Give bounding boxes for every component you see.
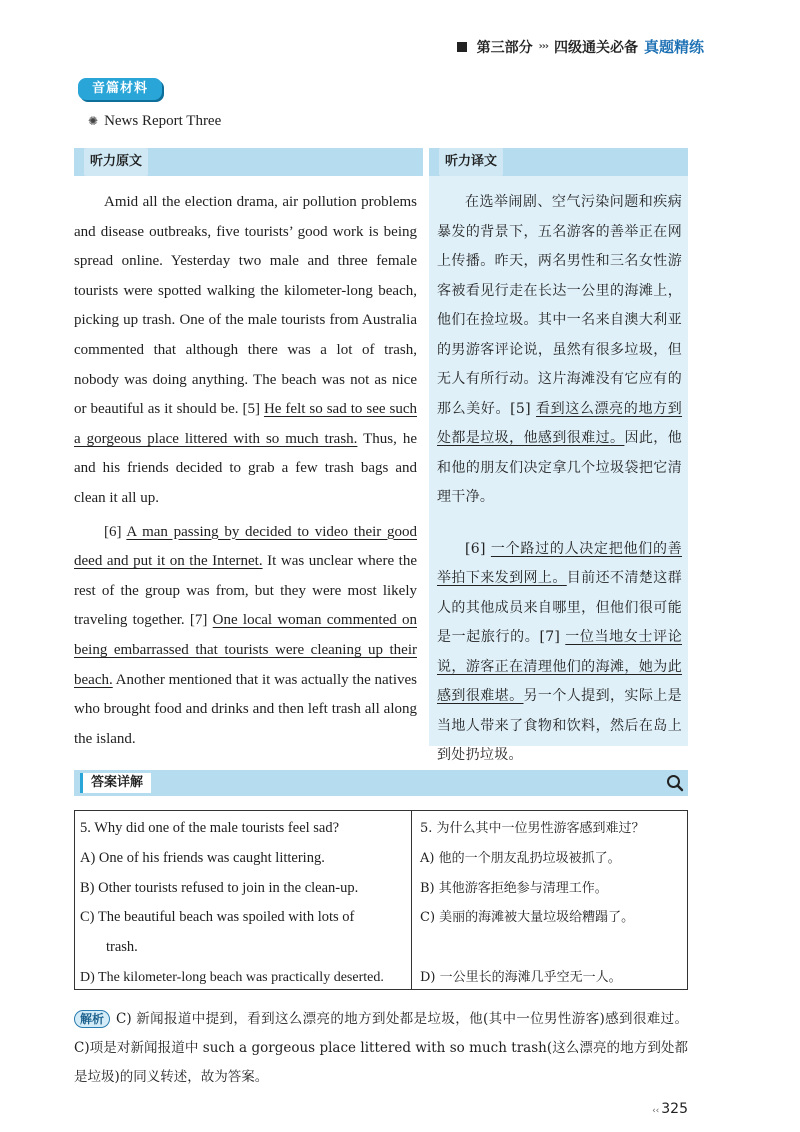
english-p2-text-end: Another mentioned that it was actually the natives who brought food and drinks and then left trash all along the island. [74, 671, 417, 747]
english-passage [74, 188, 417, 754]
answer-explanation-bar [74, 770, 688, 796]
english-paragraph-1 [74, 188, 417, 514]
english-p1-text: Amid all the election drama, air pollution problems and disease outbreaks, five tourists’ good work is being spread online. Yesterday two male and three female tourists were spotted walking the kilometer-long beach, picking up trash. One of the male tourists from Australia commented that although there was a lot of trash, nobody was doing anything. The beach was not as nice or beautiful as it should be. [74, 194, 417, 418]
original-text-header [74, 148, 423, 176]
option-b: B) Other tourists refused to join in the clean-up. [80, 879, 359, 896]
english-p2-text: It was unclear where the rest of the group was from, but they were most likely traveling together. [74, 553, 417, 629]
chinese-paragraph-1 [437, 188, 682, 513]
cn-key-sentence-6: 一个路过的人决定把他们的善举拍下来发到网上。 [437, 540, 682, 586]
cn-question-marker-5: [5] [510, 400, 536, 417]
header-square-icon [457, 42, 467, 52]
subtitle-text: News Report Three [104, 113, 222, 129]
cn-key-sentence-5: 看到这么漂亮的地方到处都是垃圾，他感到很难过。 [437, 400, 683, 446]
section-badge: 音篇材料 [78, 78, 162, 100]
answer-explanation-label: 答案详解 [80, 773, 151, 793]
key-sentence-7: One local woman commented on being embarrassed that tourists were cleaning up their beach. [74, 612, 417, 688]
chinese-translation [437, 188, 682, 771]
cn-question-marker-6: [6] [465, 540, 491, 557]
page-number [652, 1101, 688, 1117]
analysis-text: C) 新闻报道中提到，看到这么漂亮的地方到处都是垃圾，他(其中一位男性游客)感到很难过。C)项是对新闻报道中 such a gorgeous place littered with so much trash(这么漂亮的地方到处都是垃圾)的同义转述，故为答案。 [74, 1011, 688, 1085]
chinese-paragraph-2 [437, 535, 682, 771]
cn-option-d: D) 一公里长的海滩几乎空无一人。 [420, 969, 622, 985]
question-chinese [420, 814, 682, 993]
option-c-continued: trash. [106, 939, 138, 956]
key-sentence-6: A man passing by decided to video their good deed and put it on the Internet. [74, 523, 417, 570]
cn-option-c: C) 美丽的海滩被大量垃圾给糟蹋了。 [420, 910, 635, 926]
key-sentence-5: He felt so sad to see such a gorgeous place littered with so much trash. [74, 401, 417, 447]
question-marker-5: [5] [242, 401, 264, 418]
question-table-divider [411, 810, 412, 990]
option-d: D) The kilometer-long beach was practically deserted. [80, 969, 384, 985]
option-a: A) One of his friends was caught littering. [80, 849, 325, 866]
cn-question-5-stem: 5. 为什么其中一位男性游客感到难过？ [420, 821, 645, 836]
chinese-p1-text: 在选举闹剧、空气污染问题和疾病暴发的背景下，五名游客的善举正在网上传播。昨天，两名男性和三名女性游客被看见行走在长达一公里的海滩上，他们在捡垃圾。其中一名来自澳大利亚的男游客评论说，虽然有很多垃圾，但无人有所行动。这片海滩没有它应有的那么美好。 [437, 194, 682, 417]
question-marker-7: [7] [189, 612, 213, 629]
page-number-value: 325 [661, 1101, 688, 1117]
chinese-p2-text: 目前还不清楚这群人的其他成员来自哪里，但他们很可能是一起旅行的。 [437, 570, 682, 645]
analysis-tag: 解析 [74, 1010, 110, 1028]
cn-option-c-spacer [420, 933, 682, 963]
original-text-label: 听力原文 [84, 148, 148, 176]
page-arrows-icon: ‹‹ [652, 1106, 660, 1116]
header-arrows-icon: ››› [538, 41, 548, 52]
header-title: 四级通关必备 [553, 39, 638, 56]
gear-bullet-icon: ✺ [88, 114, 99, 128]
question-marker-6: [6] [104, 523, 127, 540]
header-part: 第三部分 [476, 39, 533, 56]
chinese-p2-text-end: 另一个人提到，实际上是当地人带来了食物和饮料，然后在岛上到处扔垃圾。 [437, 688, 682, 763]
search-icon [666, 774, 684, 792]
section-subtitle [88, 113, 221, 130]
cn-option-b: B) 其他游客拒绝参与清理工作。 [420, 880, 608, 896]
translation-label: 听力译文 [439, 148, 503, 176]
chinese-p1-text-end: 因此，他和他的朋友们决定拿几个垃圾袋把它清理干净。 [437, 430, 682, 505]
question-5-stem: 5. Why did one of the male tourists feel sad? [80, 820, 340, 836]
analysis-paragraph [74, 1005, 688, 1092]
cn-question-marker-7: [7] [539, 629, 566, 645]
cn-option-a: A) 他的一个朋友乱扔垃圾被抓了。 [420, 850, 621, 866]
english-paragraph-2 [74, 518, 417, 755]
header-emphasis: 真题精练 [643, 38, 704, 56]
option-c: C) The beautiful beach was spoiled with lots of [80, 909, 355, 926]
question-english [80, 814, 406, 993]
english-p1-text-end: Thus, he and his friends decided to grab a few trash bags and clean it all up. [74, 430, 417, 506]
running-header [457, 36, 704, 57]
cn-key-sentence-7: 一位当地女士评论说，游客正在清理他们的海滩，她为此感到很难堪。 [437, 629, 682, 704]
translation-header [429, 148, 688, 176]
